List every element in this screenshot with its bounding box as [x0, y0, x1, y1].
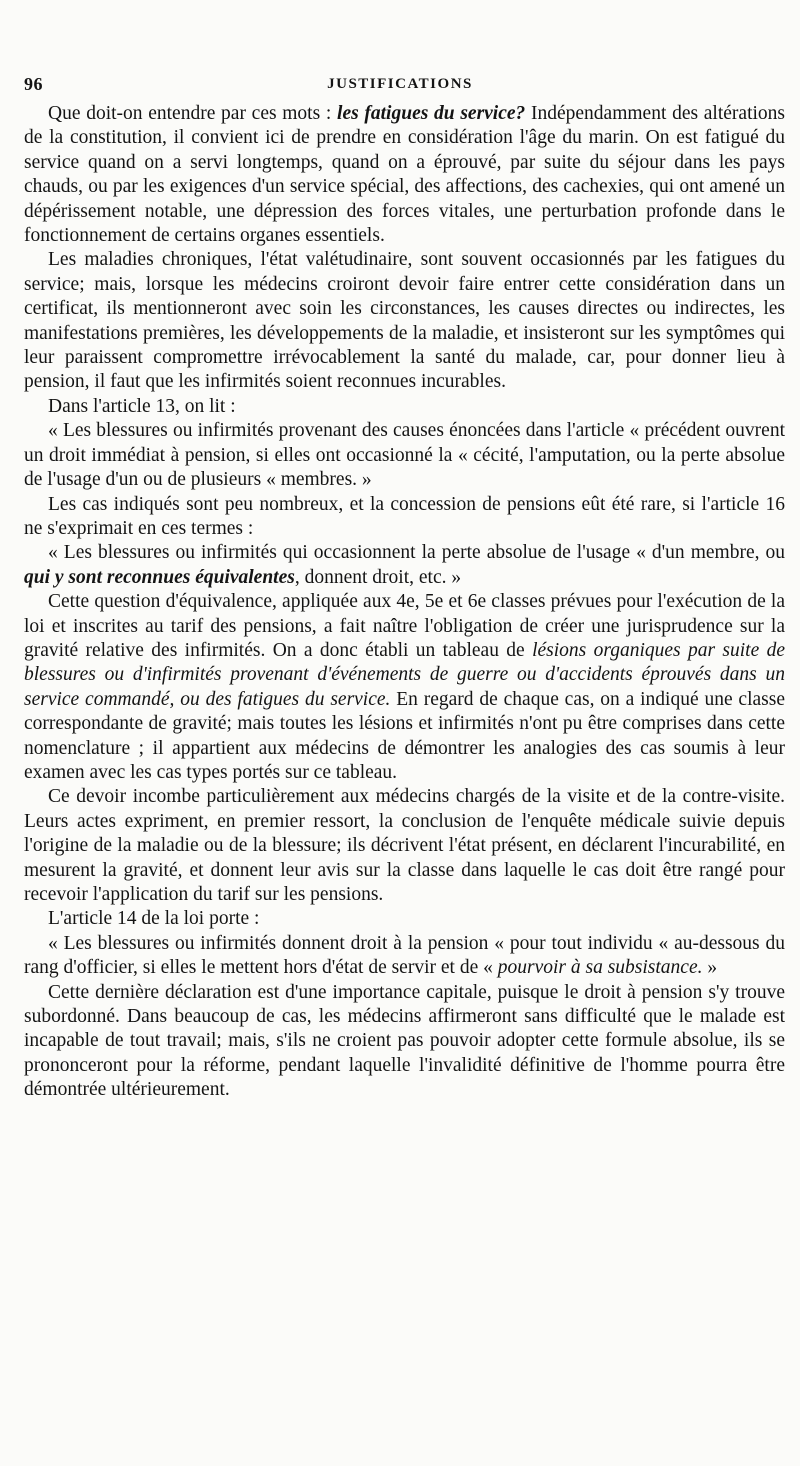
body-text: [24, 102, 785, 1103]
page-header: [24, 74, 776, 98]
paragraph-article-13-intro: Dans l'article 13, on lit :: [48, 395, 236, 417]
paragraph-declaration-capitale: Cette dernière déclaration est d'une importance capitale, puisque le droit à pension s'y trouve subordonné. Dans beaucoup de cas, les médecins affirmeront sans difficulté que le malade est incapable de tout travail; mais, s'ils ne croient pas pouvoir adopter cette formule absolue, ils se prononceront pour la réforme, pendant laquelle l'invalidité définitive de l'homme pourra être démontrée ultérieurement.: [24, 981, 785, 1101]
page-number: 96: [24, 74, 43, 94]
emphasis-fatigues-du-service: les fatigues du service?: [337, 103, 526, 124]
paragraph-fatigues-du-service: Que doit-on entendre par ces mots : les fatigues du service? Indépendamment des altérations de la constitution, il convient ici de prendre en considération l'âge du marin. On est fatigué du service quand on a servi longtemps, quand on a éprouvé, par suite du séjour dans les pays chauds, ou par les exigences d'un service spécial, des affections, des cachexies, qui ont amené un dépérissement notable, une dépression des forces vitales, une perturbation profonde dans le fonctionnement de certains organes essentiels.: [24, 103, 785, 247]
quote-article-16: « Les blessures ou infirmités qui occasionnent la perte absolue de l'usage « d'un membre, ou qui y sont reconnues équivalentes, donnent droit, etc. »: [24, 542, 785, 588]
paragraph-equivalence: Cette question d'équivalence, appliquée aux 4e, 5e et 6e classes prévues pour l'exécution de la loi et inscrites au tarif des pensions, a fait naître l'obligation de créer une jurisprudence sur la gravité relative des infirmités. On a donc établi un tableau de lésions organiques par suite de blessures ou d'infirmités provenant d'événements de guerre ou d'accidents éprouvés dans un service commandé, ou des fatigues du service. En regard de chaque cas, on a indiqué une classe correspondante de gravité; mais toutes les lésions et infirmités n'ont pu être comprises dans cette nomenclature ; il appartient aux médecins de démontrer les analogies des cas soumis à leur examen avec les cas types portés sur ce tableau.: [24, 591, 785, 783]
emphasis-tableau-lesions: lésions organiques par suite de blessures ou d'infirmités provenant d'événements de guerre ou d'accidents éprouvés dans un service commandé, ou des fatigues du service.: [24, 639, 785, 710]
paragraph-article-14-intro: L'article 14 de la loi porte :: [48, 908, 260, 930]
emphasis-subsistance: pourvoir à sa subsistance.: [497, 957, 703, 979]
quote-article-13: « Les blessures ou infirmités provenant des causes énoncées dans l'article « précédent ouvrent un droit immédiat à pension, si elles ont occasionné la « cécité, l'amputation, ou la perte absolue de l'usage d'un ou de plusieurs « membres. »: [24, 420, 785, 491]
paragraph-maladies-chroniques: Les maladies chroniques, l'état valétudinaire, sont souvent occasionnés par les fatigues du service; mais, lorsque les médecins croiront devoir faire entrer cette considération dans un certificat, ils mentionneront avec soin les circonstances, les causes directes ou indirectes, les manifestations premières, les développements de la maladie, et insisteront sur les symptômes qui leur paraissent compromettre irrévocablement la santé du malade, car, pour donner lieu à pension, il faut que les infirmités soient reconnues incurables.: [24, 249, 785, 393]
quote-article-14: « Les blessures ou infirmités donnent droit à la pension « pour tout individu « au-dessous du rang d'officier, si elles le mettent hors d'état de servir et de « pourvoir à sa subsistance. »: [24, 932, 785, 979]
paragraph-devoir-medecins: Ce devoir incombe particulièrement aux médecins chargés de la visite et de la contre-visite. Leurs actes expriment, en premier ressort, la conclusion de l'enquête médicale suivie depuis l'origine de la maladie ou de la blessure; ils décrivent l'état présent, en déclarent l'incurabilité, en mesurent la gravité, et donnent leur avis sur la classe dans laquelle le cas doit être rangé pour recevoir l'application du tarif sur les pensions.: [24, 786, 785, 905]
emphasis-equivalentes: qui y sont reconnues équivalentes: [24, 566, 295, 588]
running-head: JUSTIFICATIONS: [327, 76, 473, 92]
paragraph-cas-indiques: Les cas indiqués sont peu nombreux, et la concession de pensions eût été rare, si l'article 16 ne s'exprimait en ces termes :: [24, 493, 785, 539]
